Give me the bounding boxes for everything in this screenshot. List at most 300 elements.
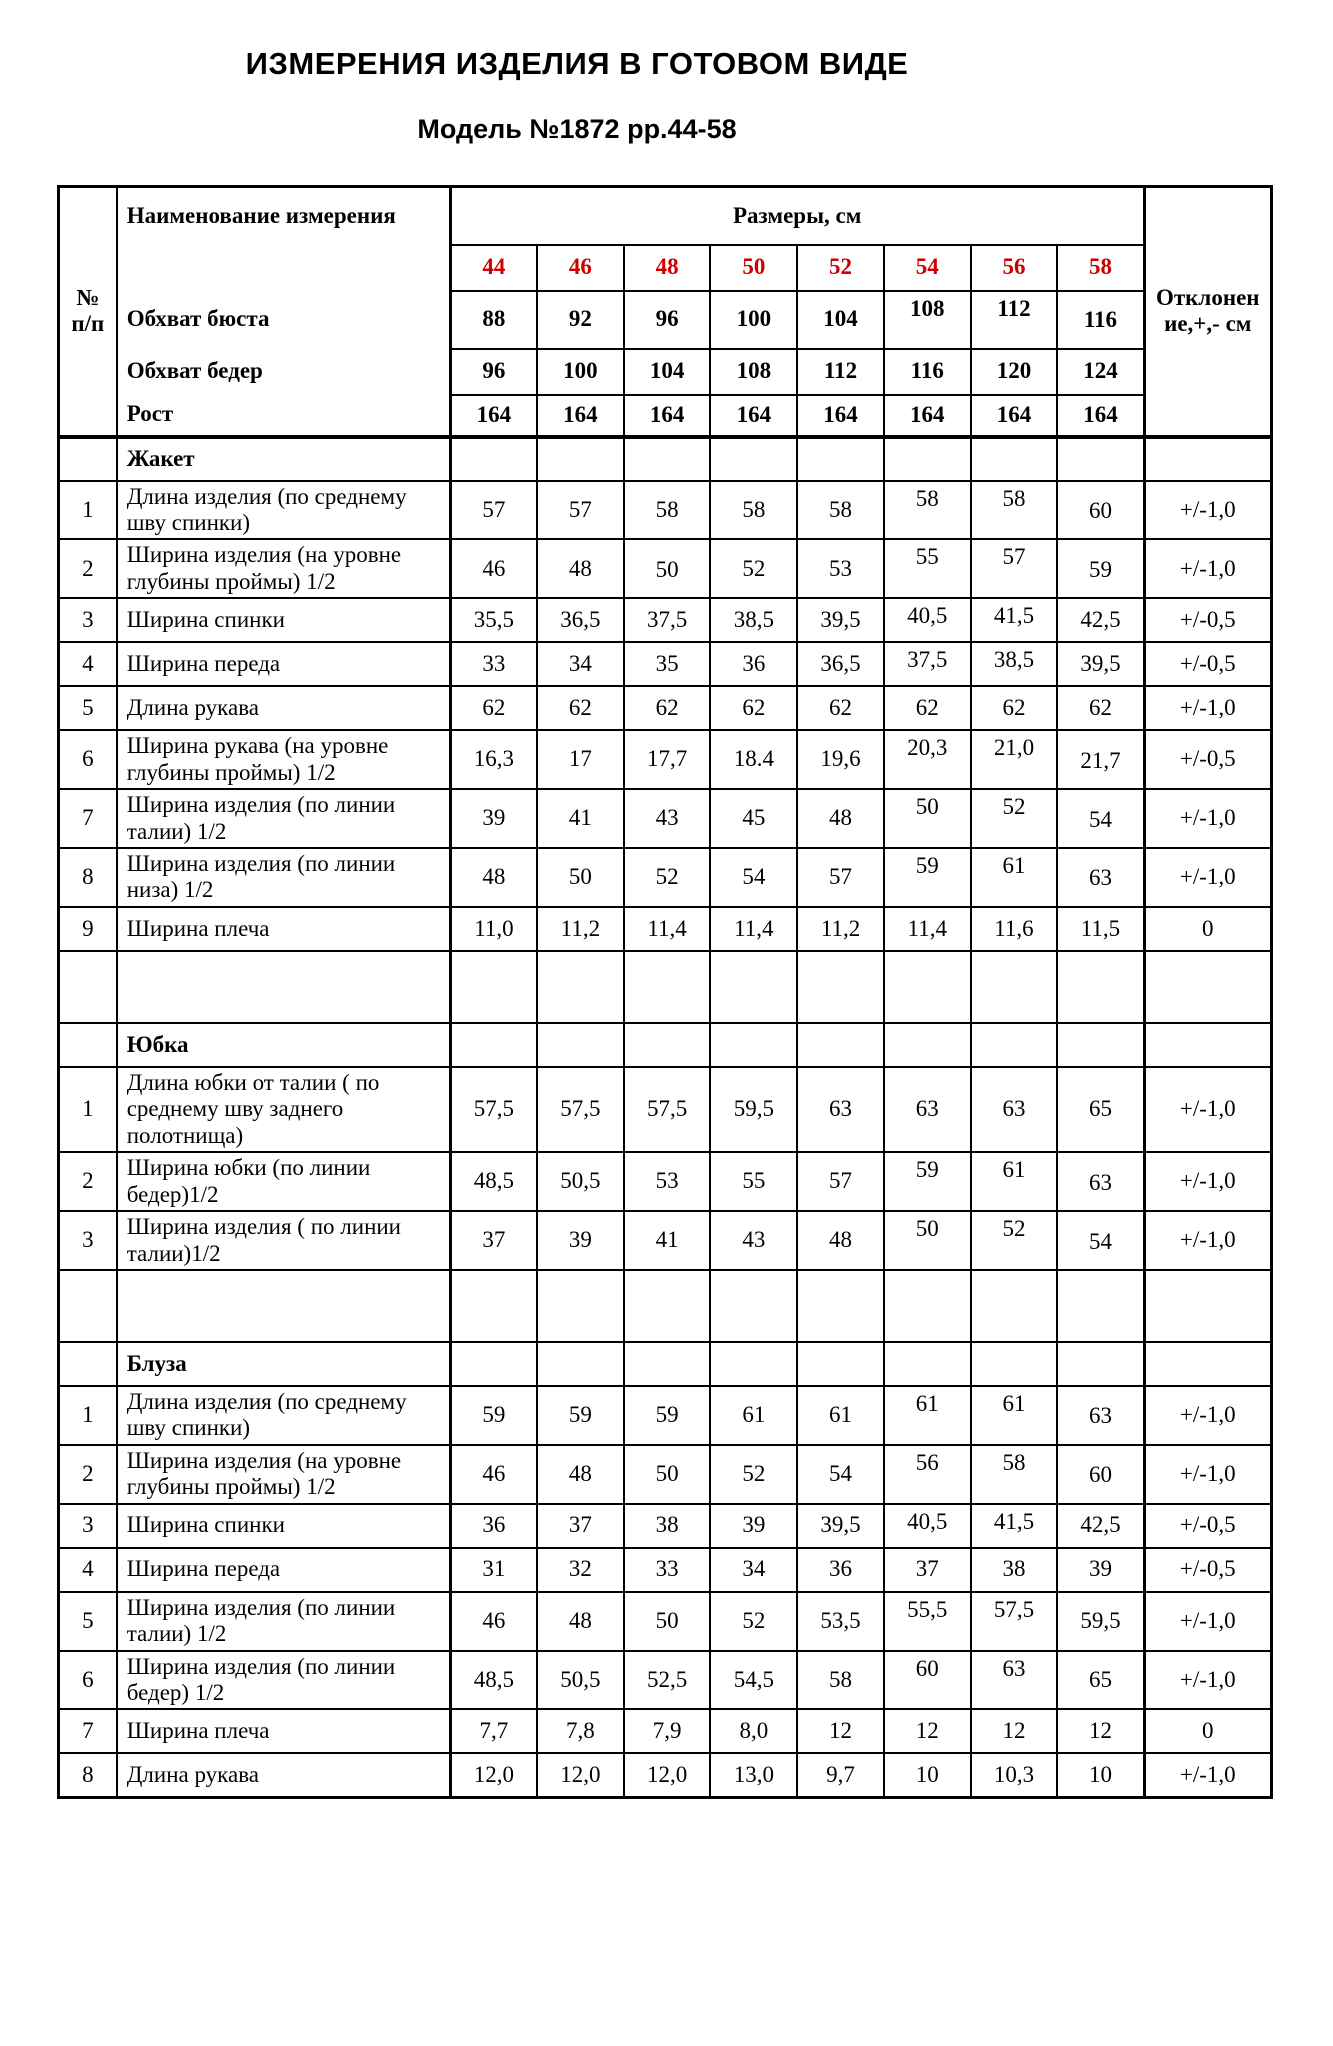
row-number-cell <box>59 951 117 1023</box>
value-cell: 11,4 <box>884 907 971 951</box>
value-cell <box>450 1023 537 1067</box>
value-cell: 52 <box>971 789 1058 848</box>
measurement-row <box>59 1067 1272 1152</box>
value-cell: 58 <box>884 481 971 540</box>
value-cell: 38 <box>624 1504 711 1548</box>
value-cell: 63 <box>971 1067 1058 1152</box>
value-cell: 39,5 <box>797 1504 884 1548</box>
measurement-row <box>59 848 1272 907</box>
deviation-cell: +/-1,0 <box>1144 686 1271 730</box>
value-cell: 59 <box>884 1152 971 1211</box>
measurement-label: Длина изделия (по среднему шву спинки) <box>117 481 451 540</box>
value-cell: 57 <box>797 848 884 907</box>
measurement-label: Длина юбки от талии ( по среднему шву заднего полотнища) <box>117 1067 451 1152</box>
measurements-table <box>57 185 1273 1799</box>
header-row <box>59 187 1272 245</box>
info-value-cell: 164 <box>797 395 884 437</box>
value-cell: 52 <box>710 1445 797 1504</box>
value-cell: 62 <box>884 686 971 730</box>
value-cell: 56 <box>884 1445 971 1504</box>
section-header-row <box>59 1023 1272 1067</box>
row-number: 5 <box>59 686 117 730</box>
value-cell: 39,5 <box>797 598 884 642</box>
value-cell: 55 <box>710 1152 797 1211</box>
value-cell: 54,5 <box>710 1651 797 1710</box>
value-cell: 52 <box>710 539 797 598</box>
value-cell: 39 <box>537 1211 624 1270</box>
row-number: 3 <box>59 1211 117 1270</box>
value-cell <box>1057 1023 1144 1067</box>
value-cell: 8,0 <box>710 1709 797 1753</box>
value-cell: 62 <box>710 686 797 730</box>
value-cell <box>537 437 624 481</box>
value-cell: 41 <box>537 789 624 848</box>
value-cell: 61 <box>971 848 1058 907</box>
deviation-cell: +/-1,0 <box>1144 848 1271 907</box>
value-cell: 11,2 <box>537 907 624 951</box>
value-cell: 10 <box>1057 1753 1144 1797</box>
measurement-label: Ширина изделия (по линии бедер) 1/2 <box>117 1651 451 1710</box>
deviation-cell <box>1144 1342 1271 1386</box>
value-cell: 62 <box>624 686 711 730</box>
value-cell: 55,5 <box>884 1592 971 1651</box>
measurement-row <box>59 730 1272 789</box>
value-cell <box>624 1342 711 1386</box>
value-cell: 50 <box>624 1592 711 1651</box>
info-value-cell: 96 <box>624 291 711 349</box>
value-cell: 63 <box>797 1067 884 1152</box>
row-number: 3 <box>59 598 117 642</box>
row-number: 5 <box>59 1592 117 1651</box>
measurement-label: Ширина плеча <box>117 907 451 951</box>
value-cell: 21,7 <box>1057 730 1144 789</box>
info-value-cell: 104 <box>624 349 711 395</box>
info-value-cell: 108 <box>710 349 797 395</box>
measurement-label: Длина изделия (по среднему шву спинки) <box>117 1386 451 1445</box>
deviation-cell: +/-1,0 <box>1144 789 1271 848</box>
measurement-row <box>59 1651 1272 1710</box>
value-cell: 39,5 <box>1057 642 1144 686</box>
value-cell: 63 <box>1057 1152 1144 1211</box>
value-cell <box>797 1342 884 1386</box>
value-cell: 59,5 <box>1057 1592 1144 1651</box>
info-value-cell: 100 <box>537 349 624 395</box>
measurement-label: Ширина изделия (по линии талии) 1/2 <box>117 789 451 848</box>
value-cell: 12 <box>797 1709 884 1753</box>
value-cell: 41,5 <box>971 598 1058 642</box>
measurement-label: Ширина изделия (на уровне глубины проймы) 1/2 <box>117 1445 451 1504</box>
value-cell: 63 <box>884 1067 971 1152</box>
value-cell: 61 <box>971 1386 1058 1445</box>
value-cell: 52 <box>624 848 711 907</box>
value-cell: 50,5 <box>537 1651 624 1710</box>
value-cell: 7,9 <box>624 1709 711 1753</box>
value-cell: 55 <box>884 539 971 598</box>
value-cell: 58 <box>624 481 711 540</box>
value-cell: 58 <box>797 481 884 540</box>
info-value-cell: 164 <box>884 395 971 437</box>
value-cell: 59 <box>624 1386 711 1445</box>
value-cell: 33 <box>450 642 537 686</box>
row-number: 8 <box>59 848 117 907</box>
value-cell: 57 <box>450 481 537 540</box>
value-cell <box>537 951 624 1023</box>
info-value-cell: 116 <box>884 349 971 395</box>
value-cell: 37 <box>884 1548 971 1592</box>
value-cell: 19,6 <box>797 730 884 789</box>
value-cell: 37,5 <box>884 642 971 686</box>
value-cell: 59 <box>1057 539 1144 598</box>
value-cell <box>450 951 537 1023</box>
value-cell <box>971 1023 1058 1067</box>
row-number: 1 <box>59 1067 117 1152</box>
value-cell: 35,5 <box>450 598 537 642</box>
value-cell: 53,5 <box>797 1592 884 1651</box>
deviation-cell: +/-0,5 <box>1144 1548 1271 1592</box>
value-cell: 32 <box>537 1548 624 1592</box>
measurement-row <box>59 1211 1272 1270</box>
value-cell: 7,8 <box>537 1709 624 1753</box>
row-number: 2 <box>59 539 117 598</box>
section-header-row <box>59 1342 1272 1386</box>
info-value-cell: 120 <box>971 349 1058 395</box>
deviation-cell: +/-1,0 <box>1144 539 1271 598</box>
deviation-cell <box>1144 437 1271 481</box>
row-number-cell <box>59 1342 117 1386</box>
measurement-row <box>59 481 1272 540</box>
value-cell: 58 <box>797 1651 884 1710</box>
value-cell: 57,5 <box>537 1067 624 1152</box>
value-cell <box>1057 437 1144 481</box>
measurement-row <box>59 1592 1272 1651</box>
row-number: 7 <box>59 1709 117 1753</box>
value-cell <box>537 1023 624 1067</box>
value-cell: 41 <box>624 1211 711 1270</box>
info-label: Обхват бюста <box>117 291 451 349</box>
value-cell <box>624 951 711 1023</box>
row-number-header: № п/п <box>59 187 117 437</box>
size-header-cell: 46 <box>537 245 624 291</box>
section-name: Блуза <box>117 1342 451 1386</box>
row-number-cell <box>59 1270 117 1342</box>
measurement-row <box>59 1445 1272 1504</box>
value-cell <box>971 951 1058 1023</box>
info-value-cell: 92 <box>537 291 624 349</box>
size-header-cell: 56 <box>971 245 1058 291</box>
measurement-row <box>59 1504 1272 1548</box>
info-row <box>59 349 1272 395</box>
measurement-row <box>59 907 1272 951</box>
value-cell: 34 <box>710 1548 797 1592</box>
spacer-row <box>59 951 1272 1023</box>
measurement-label: Длина рукава <box>117 1753 451 1797</box>
value-cell: 36 <box>710 642 797 686</box>
value-cell: 12 <box>971 1709 1058 1753</box>
value-cell <box>624 1270 711 1342</box>
value-cell: 65 <box>1057 1651 1144 1710</box>
value-cell: 50,5 <box>537 1152 624 1211</box>
info-value-cell: 96 <box>450 349 537 395</box>
value-cell: 42,5 <box>1057 1504 1144 1548</box>
value-cell: 9,7 <box>797 1753 884 1797</box>
value-cell: 58 <box>710 481 797 540</box>
value-cell: 7,7 <box>450 1709 537 1753</box>
info-row <box>59 291 1272 349</box>
value-cell: 39 <box>1057 1548 1144 1592</box>
measurement-row <box>59 1709 1272 1753</box>
measurement-label: Ширина юбки (по линии бедер)1/2 <box>117 1152 451 1211</box>
value-cell: 63 <box>1057 1386 1144 1445</box>
info-value-cell: 104 <box>797 291 884 349</box>
value-cell: 35 <box>624 642 711 686</box>
value-cell: 52 <box>710 1592 797 1651</box>
value-cell <box>624 1023 711 1067</box>
value-cell: 11,2 <box>797 907 884 951</box>
value-cell: 36,5 <box>537 598 624 642</box>
measurement-label: Ширина плеча <box>117 1709 451 1753</box>
value-cell: 59 <box>450 1386 537 1445</box>
value-cell: 57 <box>797 1152 884 1211</box>
value-cell: 50 <box>624 539 711 598</box>
page-title: ИЗМЕРЕНИЯ ИЗДЕЛИЯ В ГОТОВОМ ВИДЕ <box>245 46 909 81</box>
value-cell: 57,5 <box>971 1592 1058 1651</box>
value-cell: 37,5 <box>624 598 711 642</box>
size-header-cell: 54 <box>884 245 971 291</box>
measurement-label <box>117 1270 451 1342</box>
size-header-cell: 44 <box>450 245 537 291</box>
value-cell: 40,5 <box>884 598 971 642</box>
value-cell: 12 <box>884 1709 971 1753</box>
deviation-header: Отклонение,+,- см <box>1144 187 1271 437</box>
value-cell <box>884 1270 971 1342</box>
value-cell: 62 <box>450 686 537 730</box>
deviation-cell: +/-1,0 <box>1144 1651 1271 1710</box>
info-label: Рост <box>117 395 451 437</box>
deviation-cell: +/-1,0 <box>1144 1445 1271 1504</box>
size-header-cell: 58 <box>1057 245 1144 291</box>
value-cell: 17,7 <box>624 730 711 789</box>
value-cell: 48 <box>537 1445 624 1504</box>
deviation-cell: +/-1,0 <box>1144 1386 1271 1445</box>
row-number-cell <box>59 1023 117 1067</box>
value-cell <box>797 437 884 481</box>
value-cell: 61 <box>710 1386 797 1445</box>
value-cell: 46 <box>450 539 537 598</box>
value-cell: 38,5 <box>710 598 797 642</box>
value-cell: 48 <box>797 789 884 848</box>
deviation-cell: +/-1,0 <box>1144 1152 1271 1211</box>
sizes-row <box>59 245 1272 291</box>
info-row <box>59 395 1272 437</box>
info-value-cell: 108 <box>884 291 971 349</box>
measurement-name-header: Наименование измерения <box>117 187 451 245</box>
row-number-cell <box>59 437 117 481</box>
size-header-cell: 50 <box>710 245 797 291</box>
value-cell: 50 <box>884 1211 971 1270</box>
value-cell <box>1057 1342 1144 1386</box>
value-cell: 61 <box>884 1386 971 1445</box>
value-cell: 11,0 <box>450 907 537 951</box>
value-cell: 39 <box>710 1504 797 1548</box>
value-cell: 50 <box>884 789 971 848</box>
value-cell: 50 <box>537 848 624 907</box>
value-cell: 37 <box>537 1504 624 1548</box>
value-cell <box>884 1342 971 1386</box>
info-value-cell: 164 <box>624 395 711 437</box>
value-cell: 54 <box>1057 789 1144 848</box>
value-cell: 58 <box>971 481 1058 540</box>
value-cell: 53 <box>797 539 884 598</box>
measurement-row <box>59 598 1272 642</box>
value-cell <box>710 951 797 1023</box>
value-cell <box>450 1342 537 1386</box>
section-name: Жакет <box>117 437 451 481</box>
value-cell: 63 <box>971 1651 1058 1710</box>
measurement-label: Ширина спинки <box>117 598 451 642</box>
value-cell: 10 <box>884 1753 971 1797</box>
value-cell <box>710 1270 797 1342</box>
deviation-cell: +/-1,0 <box>1144 481 1271 540</box>
value-cell: 57 <box>971 539 1058 598</box>
value-cell: 43 <box>624 789 711 848</box>
value-cell: 36,5 <box>797 642 884 686</box>
measurement-row <box>59 1753 1272 1797</box>
value-cell: 62 <box>797 686 884 730</box>
value-cell: 59 <box>884 848 971 907</box>
value-cell: 58 <box>971 1445 1058 1504</box>
value-cell: 50 <box>624 1445 711 1504</box>
measurement-label: Ширина изделия ( по линии талии)1/2 <box>117 1211 451 1270</box>
sizes-header: Размеры, см <box>450 187 1144 245</box>
value-cell <box>710 437 797 481</box>
deviation-cell: +/-0,5 <box>1144 598 1271 642</box>
value-cell: 48 <box>537 1592 624 1651</box>
value-cell <box>884 951 971 1023</box>
deviation-cell: +/-1,0 <box>1144 1753 1271 1797</box>
value-cell <box>537 1342 624 1386</box>
value-cell <box>1057 1270 1144 1342</box>
value-cell: 38 <box>971 1548 1058 1592</box>
value-cell: 11,5 <box>1057 907 1144 951</box>
measurement-label: Ширина изделия (по линии низа) 1/2 <box>117 848 451 907</box>
title-block <box>57 46 1097 145</box>
value-cell: 36 <box>797 1548 884 1592</box>
row-number: 6 <box>59 1651 117 1710</box>
measurement-row <box>59 686 1272 730</box>
measurement-row <box>59 642 1272 686</box>
value-cell: 12 <box>1057 1709 1144 1753</box>
value-cell: 63 <box>1057 848 1144 907</box>
info-value-cell: 164 <box>971 395 1058 437</box>
value-cell: 62 <box>971 686 1058 730</box>
value-cell: 45 <box>710 789 797 848</box>
measurement-row <box>59 1386 1272 1445</box>
deviation-cell: +/-1,0 <box>1144 1067 1271 1152</box>
value-cell: 52,5 <box>624 1651 711 1710</box>
deviation-cell: +/-0,5 <box>1144 1504 1271 1548</box>
value-cell: 48,5 <box>450 1152 537 1211</box>
info-label: Обхват бедер <box>117 349 451 395</box>
value-cell: 11,4 <box>710 907 797 951</box>
measurement-label: Ширина спинки <box>117 1504 451 1548</box>
value-cell <box>797 1270 884 1342</box>
value-cell: 46 <box>450 1445 537 1504</box>
row-number: 4 <box>59 642 117 686</box>
value-cell: 53 <box>624 1152 711 1211</box>
value-cell: 57,5 <box>450 1067 537 1152</box>
value-cell <box>710 1342 797 1386</box>
row-number: 2 <box>59 1445 117 1504</box>
value-cell: 60 <box>1057 1445 1144 1504</box>
measurement-row <box>59 539 1272 598</box>
value-cell <box>884 1023 971 1067</box>
value-cell: 48 <box>537 539 624 598</box>
info-value-cell: 112 <box>971 291 1058 349</box>
value-cell: 60 <box>884 1651 971 1710</box>
deviation-cell <box>1144 1270 1271 1342</box>
value-cell: 12,0 <box>624 1753 711 1797</box>
value-cell: 54 <box>710 848 797 907</box>
measurement-label: Ширина изделия (по линии талии) 1/2 <box>117 1592 451 1651</box>
info-value-cell: 164 <box>710 395 797 437</box>
section-name: Юбка <box>117 1023 451 1067</box>
value-cell: 59 <box>537 1386 624 1445</box>
info-value-cell: 124 <box>1057 349 1144 395</box>
measurement-label: Ширина рукава (на уровне глубины проймы) 1/2 <box>117 730 451 789</box>
deviation-cell: 0 <box>1144 907 1271 951</box>
value-cell: 39 <box>450 789 537 848</box>
row-number: 4 <box>59 1548 117 1592</box>
row-number: 2 <box>59 1152 117 1211</box>
value-cell: 43 <box>710 1211 797 1270</box>
value-cell: 42,5 <box>1057 598 1144 642</box>
value-cell <box>450 1270 537 1342</box>
value-cell <box>971 1342 1058 1386</box>
value-cell <box>971 437 1058 481</box>
value-cell: 48 <box>797 1211 884 1270</box>
deviation-cell <box>1144 951 1271 1023</box>
deviation-cell <box>1144 1023 1271 1067</box>
value-cell: 62 <box>537 686 624 730</box>
value-cell: 12,0 <box>537 1753 624 1797</box>
info-value-cell: 164 <box>537 395 624 437</box>
value-cell: 65 <box>1057 1067 1144 1152</box>
size-header-cell: 52 <box>797 245 884 291</box>
value-cell: 46 <box>450 1592 537 1651</box>
value-cell: 11,4 <box>624 907 711 951</box>
info-value-cell: 116 <box>1057 291 1144 349</box>
value-cell: 48,5 <box>450 1651 537 1710</box>
deviation-cell: 0 <box>1144 1709 1271 1753</box>
value-cell <box>797 1023 884 1067</box>
info-value-cell: 112 <box>797 349 884 395</box>
value-cell: 16,3 <box>450 730 537 789</box>
value-cell: 48 <box>450 848 537 907</box>
value-cell: 57,5 <box>624 1067 711 1152</box>
value-cell: 57 <box>537 481 624 540</box>
deviation-cell: +/-0,5 <box>1144 642 1271 686</box>
value-cell <box>971 1270 1058 1342</box>
row-number: 8 <box>59 1753 117 1797</box>
value-cell <box>884 437 971 481</box>
value-cell: 59,5 <box>710 1067 797 1152</box>
deviation-cell: +/-0,5 <box>1144 730 1271 789</box>
value-cell: 11,6 <box>971 907 1058 951</box>
value-cell <box>450 437 537 481</box>
value-cell: 36 <box>450 1504 537 1548</box>
value-cell: 40,5 <box>884 1504 971 1548</box>
value-cell: 10,3 <box>971 1753 1058 1797</box>
